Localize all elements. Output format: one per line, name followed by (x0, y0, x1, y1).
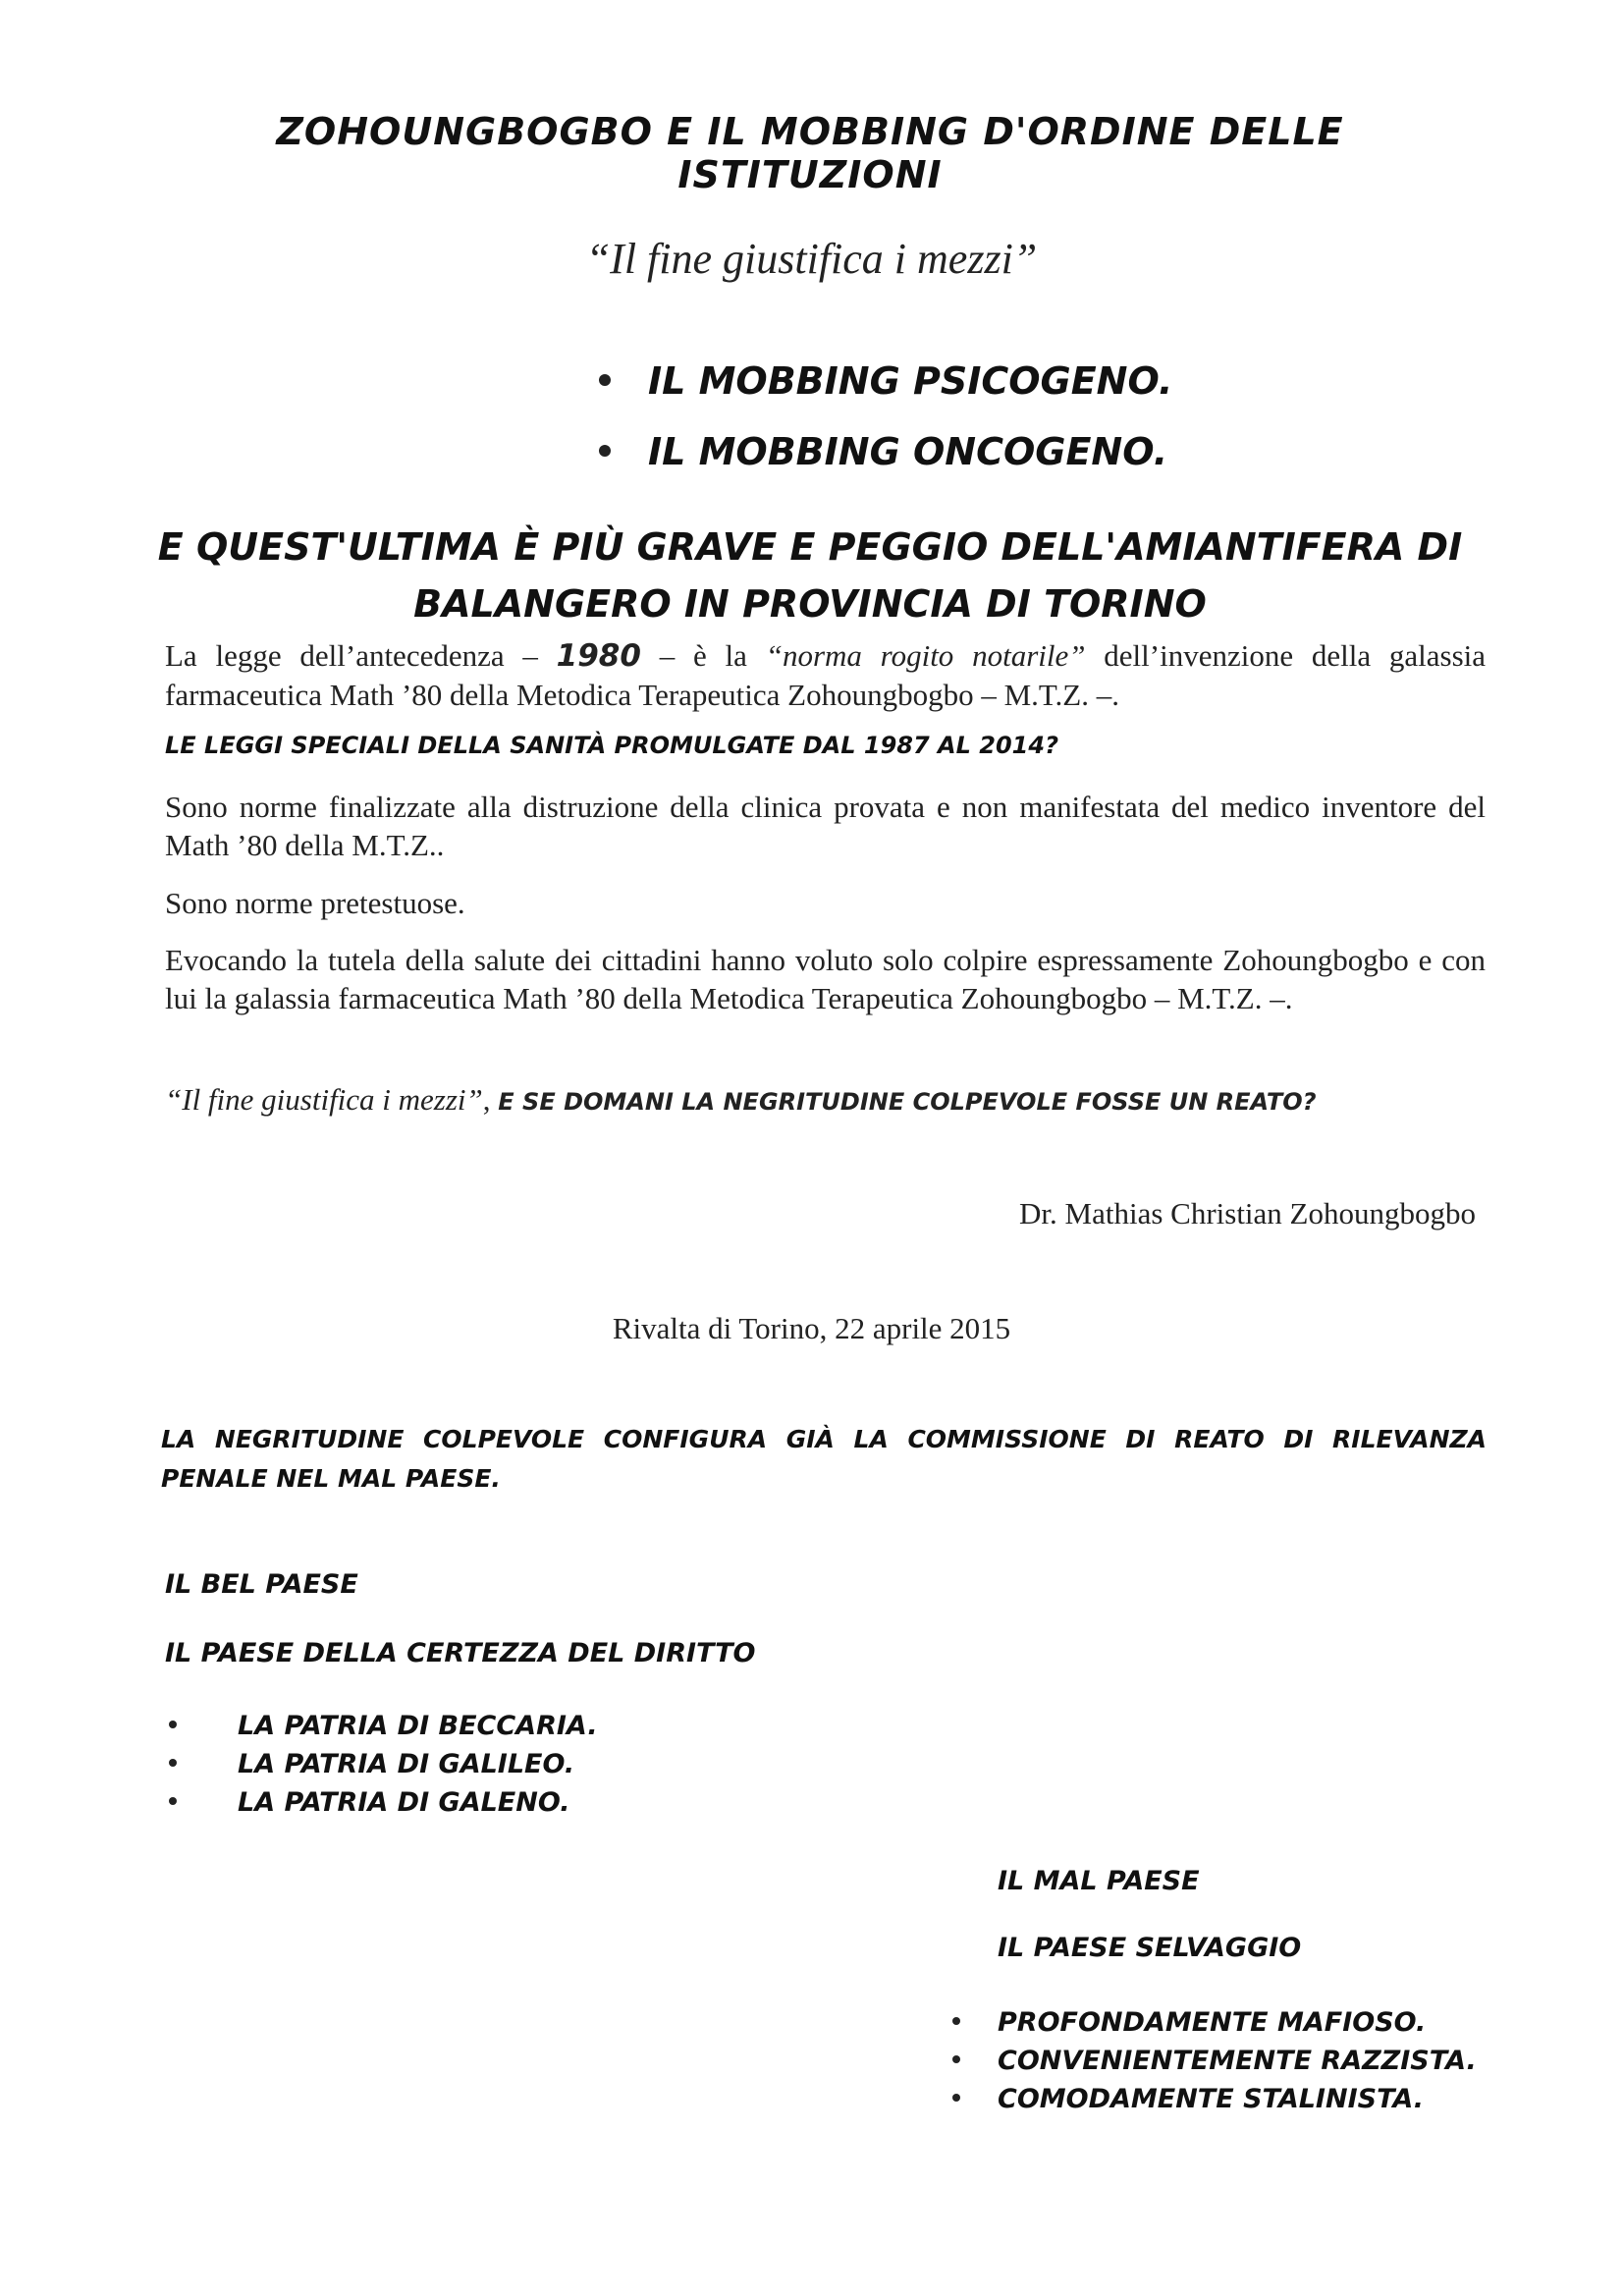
page-title: ZOHOUNGBOGBO E IL MOBBING D'ORDINE DELLE ISTITUZIONI (276, 110, 1344, 196)
bullet-icon (952, 2094, 960, 2102)
bel-paese-subtitle: IL PAESE DELLA CERTEZZA DEL DIRITTO (165, 1638, 756, 1668)
mobbing-list (599, 346, 1172, 487)
quoted-phrase: “norma rogito notarile” (765, 638, 1086, 673)
paragraph-norme: Sono norme finalizzate alla distruzione della clinica provata e non manifestata del medico inventore del Math ’80 della M.T.Z.. (165, 790, 1486, 862)
motto: “Il fine giustifica i mezzi” (585, 235, 1038, 283)
list-item: CONVENIENTEMENTE RAZZISTA. (952, 2042, 1477, 2080)
year: 1980 (556, 638, 641, 674)
bel-paese-title: IL BEL PAESE (165, 1569, 358, 1600)
signature: Dr. Mathias Christian Zohoungbogbo (1019, 1196, 1476, 1230)
list-item: IL MOBBING ONCOGENO. (599, 416, 1172, 487)
list-item: LA PATRIA DI GALENO. (169, 1783, 598, 1822)
quoted-phrase: “Il fine giustifica i mezzi” (165, 1082, 483, 1117)
section-heading-line: BALANGERO IN PROVINCIA DI TORINO (413, 582, 1207, 626)
question-heading: LE LEGGI SPECIALI DELLA SANITÀ PROMULGATE DAL 1987 AL 2014? (165, 732, 1058, 759)
bullet-icon (952, 2017, 960, 2025)
bullet-icon (169, 1721, 177, 1728)
bullet-icon (169, 1759, 177, 1767)
mal-paese-subtitle: IL PAESE SELVAGGIO (998, 1933, 1302, 1963)
mal-paese-list (952, 2003, 1477, 2118)
place-date: Rivalta di Torino, 22 aprile 2015 (612, 1311, 1011, 1345)
section-heading (147, 519, 1473, 632)
negritudine-paragraph: LA NEGRITUDINE COLPEVOLE CONFIGURA GIÀ LA COMMISSIONE DI REATO DI RILEVANZA PENALE NEL MAL PAESE. (161, 1425, 1487, 1493)
mal-paese-title: IL MAL PAESE (998, 1866, 1200, 1896)
list-item: IL MOBBING PSICOGENO. (599, 346, 1172, 416)
paragraph-antecedenza: La legge dell’antecedenza – 1980 – è la “norma rogito notarile” dell’invenzione della galassia farmaceutica Math ’80 della Metodica Terapeutica Zohoungbogbo – M.T.Z. –. (165, 638, 1487, 712)
paragraph-question: “Il fine giustifica i mezzi”, E SE DOMANI LA NEGRITUDINE COLPEVOLE FOSSE UN REATO? (165, 1082, 1317, 1117)
bullet-icon (599, 445, 611, 457)
bel-paese-list (169, 1707, 598, 1822)
list-item: COMODAMENTE STALINISTA. (952, 2080, 1477, 2118)
list-item: LA PATRIA DI BECCARIA. (169, 1707, 598, 1745)
bullet-icon (169, 1797, 177, 1805)
list-item: PROFONDAMENTE MAFIOSO. (952, 2003, 1477, 2042)
paragraph-evocando: Evocando la tutela della salute dei cittadini hanno voluto solo colpire espressamente Zohoungbogbo e con lui la galassia farmaceutica Math ’80 della Metodica Terapeutica Zohoungbogbo – M.T.Z. –. (165, 943, 1486, 1015)
bullet-icon (952, 2055, 960, 2063)
section-heading-line: E QUEST'ULTIMA È PIÙ GRAVE E PEGGIO DELL'AMIANTIFERA DI (157, 525, 1463, 569)
list-item: LA PATRIA DI GALILEO. (169, 1745, 598, 1783)
paragraph-pretestuose: Sono norme pretestuose. (165, 886, 465, 920)
bullet-icon (599, 374, 611, 386)
